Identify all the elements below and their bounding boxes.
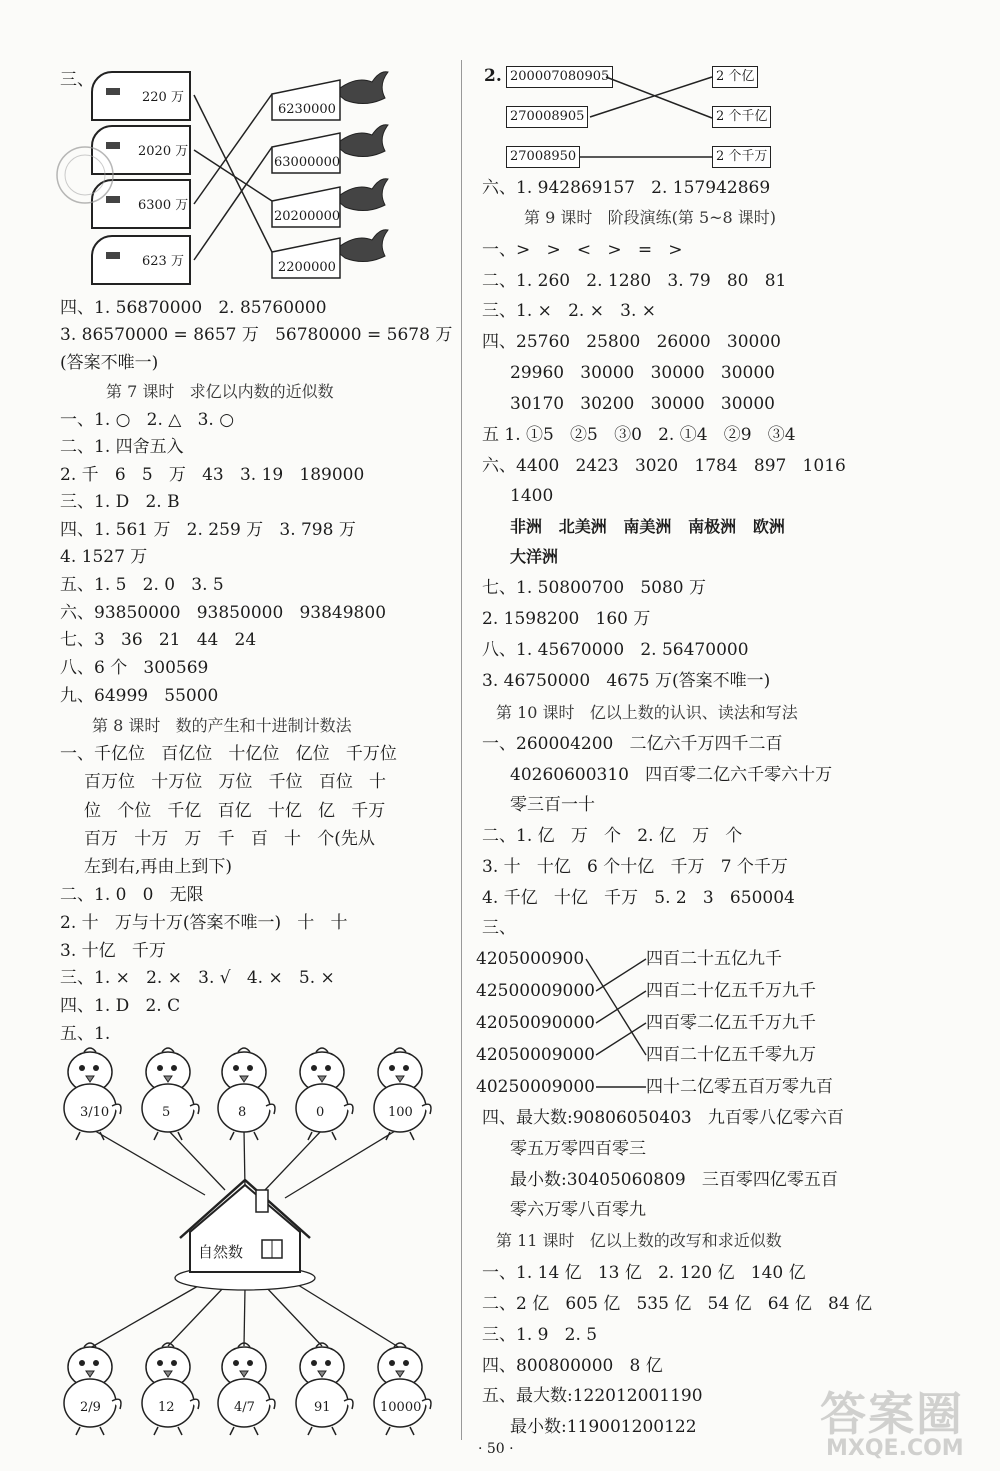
watermark-logo bbox=[812, 1378, 990, 1464]
answer-line: (答案不唯一) bbox=[60, 353, 159, 373]
answer-line: 零五万零四百零三 bbox=[510, 1139, 646, 1159]
question-label: 2. bbox=[484, 66, 502, 86]
answer-line: 二、2 亿 605 亿 535 亿 54 亿 64 亿 84 亿 bbox=[482, 1294, 873, 1314]
bird-letter: 20200000 bbox=[274, 209, 341, 224]
watermark-url: MXQE.COM bbox=[826, 1436, 964, 1461]
answer-line: 大洋洲 bbox=[510, 547, 559, 566]
answer-line: 3. 十 十亿 6 个十亿 千万 7 个千万 bbox=[482, 857, 788, 877]
answer-line: 九、64999 55000 bbox=[60, 686, 219, 706]
answer-line: 3. 86570000 = 8657 万 56780000 = 5678 万 bbox=[60, 325, 453, 345]
chick-number: 4/7 bbox=[234, 1400, 255, 1415]
match-word: 四百二十亿五千万九千 bbox=[646, 981, 816, 1001]
answer-line: 40260600310 四百零二亿六千零六十万 bbox=[510, 765, 833, 785]
answer-line: 一、1. ○ 2. △ 3. ○ bbox=[60, 410, 235, 430]
page-number: · 50 · bbox=[478, 1441, 514, 1457]
mailbox-label: 6300 万 bbox=[138, 198, 189, 213]
answer-line: 四、1. 561 万 2. 259 万 3. 798 万 bbox=[60, 520, 356, 540]
answer-line: 二、1. 四舍五入 bbox=[60, 437, 184, 457]
match-word: 四百零二亿五千万九千 bbox=[646, 1013, 816, 1033]
answer-line: 非洲 北美洲 南美洲 南极洲 欧洲 bbox=[510, 517, 785, 536]
answer-line: 一、> > < > = > bbox=[482, 240, 683, 260]
answer-line: 六、1. 942869157 2. 157942869 bbox=[482, 178, 771, 198]
answer-line: 三、 bbox=[482, 918, 516, 938]
chick-number: 3/10 bbox=[80, 1105, 110, 1120]
match-number: 40250009000 bbox=[476, 1077, 595, 1097]
answer-line: 四、1. D 2. C bbox=[60, 996, 181, 1016]
answer-line: 30170 30200 30000 30000 bbox=[510, 394, 775, 414]
answer-line: 二、1. 亿 万 个 2. 亿 万 个 bbox=[482, 826, 743, 846]
bird-letter: 6230000 bbox=[278, 102, 336, 117]
bird-letter: 2200000 bbox=[278, 260, 336, 275]
answer-line: 位 个位 千亿 百亿 十亿 亿 千万 bbox=[84, 801, 386, 821]
mailbox-label: 2020 万 bbox=[138, 144, 189, 159]
answer-line: 二、1. 0 0 无限 bbox=[60, 885, 204, 905]
answer-line: 八、6 个 300569 bbox=[60, 658, 209, 678]
answer-line: 六、4400 2423 3020 1784 897 1016 bbox=[482, 456, 846, 476]
answer-line: 3. 十亿 千万 bbox=[60, 941, 166, 961]
answer-line: 四、800800000 8 亿 bbox=[482, 1356, 663, 1376]
answer-line: 2. 1598200 160 万 bbox=[482, 609, 651, 629]
chick-number: 8 bbox=[238, 1105, 247, 1120]
match-word: 四百二十五亿九千 bbox=[646, 949, 782, 969]
column-divider bbox=[461, 60, 462, 1440]
match-left-box: 27008950 bbox=[506, 146, 580, 168]
answer-line: 五 1. ①5 ②5 ③0 2. ①4 ②9 ③4 bbox=[482, 425, 796, 445]
match-number: 42050090000 bbox=[476, 1013, 595, 1033]
answer-line: 百万位 十万位 万位 千位 百位 十 bbox=[84, 772, 387, 792]
answer-line: 零六万零八百零九 bbox=[510, 1200, 646, 1220]
answer-line: 一、千亿位 百亿位 十亿位 亿位 千万位 bbox=[60, 744, 397, 764]
match-word: 四十二亿零五百万零九百 bbox=[646, 1077, 833, 1097]
answer-line: 4. 千亿 十亿 千万 5. 2 3 650004 bbox=[482, 888, 795, 908]
answer-line: 1400 bbox=[510, 486, 554, 506]
section-heading: 第 8 课时 数的产生和十进制计数法 bbox=[92, 716, 352, 735]
answer-line: 七、3 36 21 44 24 bbox=[60, 630, 257, 650]
section-heading: 第 11 课时 亿以上数的改写和求近似数 bbox=[496, 1231, 782, 1250]
answer-line: 六、93850000 93850000 93849800 bbox=[60, 603, 387, 623]
answer-line: 三、1. × 2. × 3. √ 4. × 5. × bbox=[60, 968, 335, 988]
answer-line: 二、1. 260 2. 1280 3. 79 80 81 bbox=[482, 271, 787, 291]
section-3-label: 三、 bbox=[60, 70, 94, 90]
house-label: 自然数 bbox=[198, 1243, 244, 1261]
answer-line: 29960 30000 30000 30000 bbox=[510, 363, 775, 383]
answer-line: 一、1. 14 亿 13 亿 2. 120 亿 140 亿 bbox=[482, 1263, 806, 1283]
section-heading: 第 7 课时 求亿以内数的近似数 bbox=[106, 382, 334, 401]
section-heading: 第 9 课时 阶段演练(第 5~8 课时) bbox=[524, 208, 777, 227]
answer-line: 2. 千 6 5 万 43 3. 19 189000 bbox=[60, 465, 365, 485]
chick-number: 91 bbox=[314, 1400, 331, 1415]
mailbox-label: 220 万 bbox=[142, 90, 184, 105]
answer-line: 五、1. bbox=[60, 1024, 111, 1044]
answer-line: 百万 十万 万 千 百 十 个(先从 bbox=[84, 829, 375, 849]
answer-line: 2. 十 万与十万(答案不唯一) 十 十 bbox=[60, 913, 348, 933]
chick-number: 0 bbox=[316, 1105, 325, 1120]
match-right-box: 2 个千亿 bbox=[712, 106, 771, 128]
answer-line: 最小数:119001200122 bbox=[510, 1417, 697, 1437]
answer-line: 4. 1527 万 bbox=[60, 547, 148, 567]
chick-number: 5 bbox=[162, 1105, 171, 1120]
match-right-box: 2 个亿 bbox=[712, 66, 758, 88]
mailbox-label: 623 万 bbox=[142, 254, 184, 269]
match-number: 42500009000 bbox=[476, 981, 595, 1001]
chick-number: 100 bbox=[388, 1105, 413, 1120]
chick-number: 10000 bbox=[380, 1400, 422, 1415]
answer-line: 最小数:30405060809 三百零四亿零五百 bbox=[510, 1170, 838, 1190]
chick-number: 12 bbox=[158, 1400, 175, 1415]
match-word: 四百二十亿五千零九万 bbox=[646, 1045, 816, 1065]
answer-line: 四、1. 56870000 2. 85760000 bbox=[60, 298, 327, 318]
section-heading: 第 10 课时 亿以上数的认识、读法和写法 bbox=[496, 703, 798, 722]
answer-line: 左到右,再由上到下) bbox=[84, 857, 233, 877]
match-number: 4205000900 bbox=[476, 949, 585, 969]
answer-line: 一、260004200 二亿六千万四千二百 bbox=[482, 734, 783, 754]
watermark-text: 答案圈 bbox=[820, 1387, 964, 1441]
answer-line: 五、1. 5 2. 0 3. 5 bbox=[60, 575, 224, 595]
answer-line: 三、1. × 2. × 3. × bbox=[482, 301, 657, 321]
answer-line: 四、最大数:90806050403 九百零八亿零六百 bbox=[482, 1108, 844, 1128]
answer-line: 三、1. 9 2. 5 bbox=[482, 1325, 598, 1345]
answer-line: 七、1. 50800700 5080 万 bbox=[482, 578, 707, 598]
chick-number: 2/9 bbox=[80, 1400, 101, 1415]
answer-line: 三、1. D 2. B bbox=[60, 492, 180, 512]
match-number: 42050009000 bbox=[476, 1045, 595, 1065]
answer-line: 四、25760 25800 26000 30000 bbox=[482, 332, 781, 352]
match-right-box: 2 个千万 bbox=[712, 146, 771, 168]
answer-line: 3. 46750000 4675 万(答案不唯一) bbox=[482, 671, 771, 691]
match-left-box: 270008905 bbox=[506, 106, 588, 128]
answer-line: 八、1. 45670000 2. 56470000 bbox=[482, 640, 749, 660]
match-left-box: 200007080905 bbox=[506, 66, 613, 88]
answer-line: 五、最大数:122012001190 bbox=[482, 1386, 703, 1406]
answer-line: 零三百一十 bbox=[510, 795, 595, 815]
bird-letter: 63000000 bbox=[274, 155, 341, 170]
